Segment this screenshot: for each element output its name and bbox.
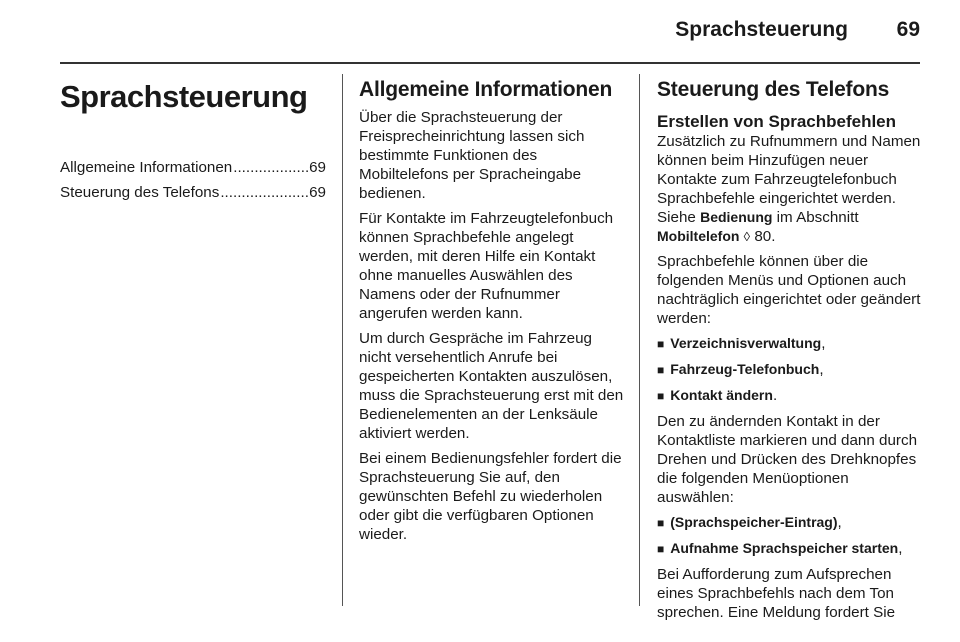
toc-entry[interactable] [60, 158, 326, 177]
body-paragraph: Um durch Gespräche im Fahrzeug nicht versehentlich Anrufe bei gespeicherten Kontakten auszulösen, muss die Sprachsteuerung erst mit den Bedienelementen an der Lenksäule aktiviert werden. [359, 330, 624, 442]
toc-entry-page: 69 [309, 159, 326, 176]
header-title: Sprachsteuerung [675, 18, 848, 41]
list-item: ■ Fahrzeug-Telefonbuch, [657, 361, 824, 378]
list-item: ■ Verzeichnisverwaltung, [657, 335, 826, 352]
header-rule [60, 62, 920, 64]
bullet-square-icon: ■ [657, 516, 665, 530]
column-divider-2 [639, 74, 640, 606]
section-heading: Steuerung des Telefons [657, 78, 890, 101]
body-paragraph: Den zu ändernden Kontakt in der Kontaktliste markieren und dann durch Drehen und Drücken des Drehknopfes die folgenden Menüoptionen auswählen: [657, 413, 918, 506]
chapter-column [60, 70, 326, 208]
page-reference[interactable]: 80. [754, 228, 776, 245]
bullet-square-icon: ■ [657, 542, 665, 556]
bold-term: Bedienung [700, 209, 773, 225]
page-reference-icon: ◊ [743, 229, 751, 244]
page-header [60, 18, 920, 46]
list-item: ■ Aufnahme Sprachspeicher starten, [657, 540, 903, 557]
subsection-heading: Erstellen von Sprachbefehlen [657, 112, 897, 131]
column-divider-1 [342, 74, 343, 606]
general-info-column [359, 70, 625, 550]
bullet-square-icon: ■ [657, 337, 665, 351]
bullet-square-icon: ■ [657, 389, 665, 403]
toc-dot-leader [220, 183, 308, 202]
body-paragraph: Sprachbefehle können über die folgenden Menüs und Optionen auch nachträglich eingerichtet oder geändert werden: [657, 253, 921, 327]
toc-entry-label: Steuerung des Telefons [60, 184, 220, 201]
body-paragraph: Bei einem Bedienungsfehler fordert die Sprachsteuerung Sie auf, den gewünschten Befehl zu wiederholen oder gibt die verfügbaren Optionen wieder. [359, 450, 622, 543]
body-paragraph: Für Kontakte im Fahrzeugtelefonbuch können Sprachbefehle angelegt werden, mit deren Hilfe ein Kontakt ohne manuelles Auswählen des Namens oder der Rufnummer angerufen werden kann. [359, 210, 614, 322]
section-heading: Allgemeine Informationen [359, 78, 613, 101]
chapter-title: Sprachsteuerung [60, 79, 308, 114]
list-item: ■ (Sprachspeicher-Eintrag), [657, 514, 842, 531]
toc-entry-page: 69 [309, 184, 326, 201]
phone-control-column [657, 70, 923, 628]
body-paragraph: Bei Aufforderung zum Aufsprechen eines Sprachbefehls nach dem Ton sprechen. Eine Meldung fordert Sie [657, 566, 896, 621]
page-number: 69 [896, 18, 920, 41]
body-paragraph: Über die Sprachsteuerung der Freisprecheinrichtung lassen sich bestimmte Funktionen des Mobiltelefons per Spracheingabe bedienen. [359, 109, 585, 202]
list-item: ■ Kontakt ändern. [657, 387, 778, 404]
body-paragraph: Zusätzlich zu Rufnummern und Namen können beim Hinzufügen neuer Kontakte zum Fahrzeugtelefonbuch Sprachbefehle eingerichtet werden. Siehe Bedienung im Abschnitt Mobiltelefon ◊ 80. [657, 133, 921, 245]
bold-term: Mobiltelefon [657, 228, 740, 244]
bullet-square-icon: ■ [657, 363, 665, 377]
toc-dot-leader [233, 158, 308, 177]
toc-entry-label: Allgemeine Informationen [60, 159, 233, 176]
toc-entry[interactable] [60, 183, 326, 202]
